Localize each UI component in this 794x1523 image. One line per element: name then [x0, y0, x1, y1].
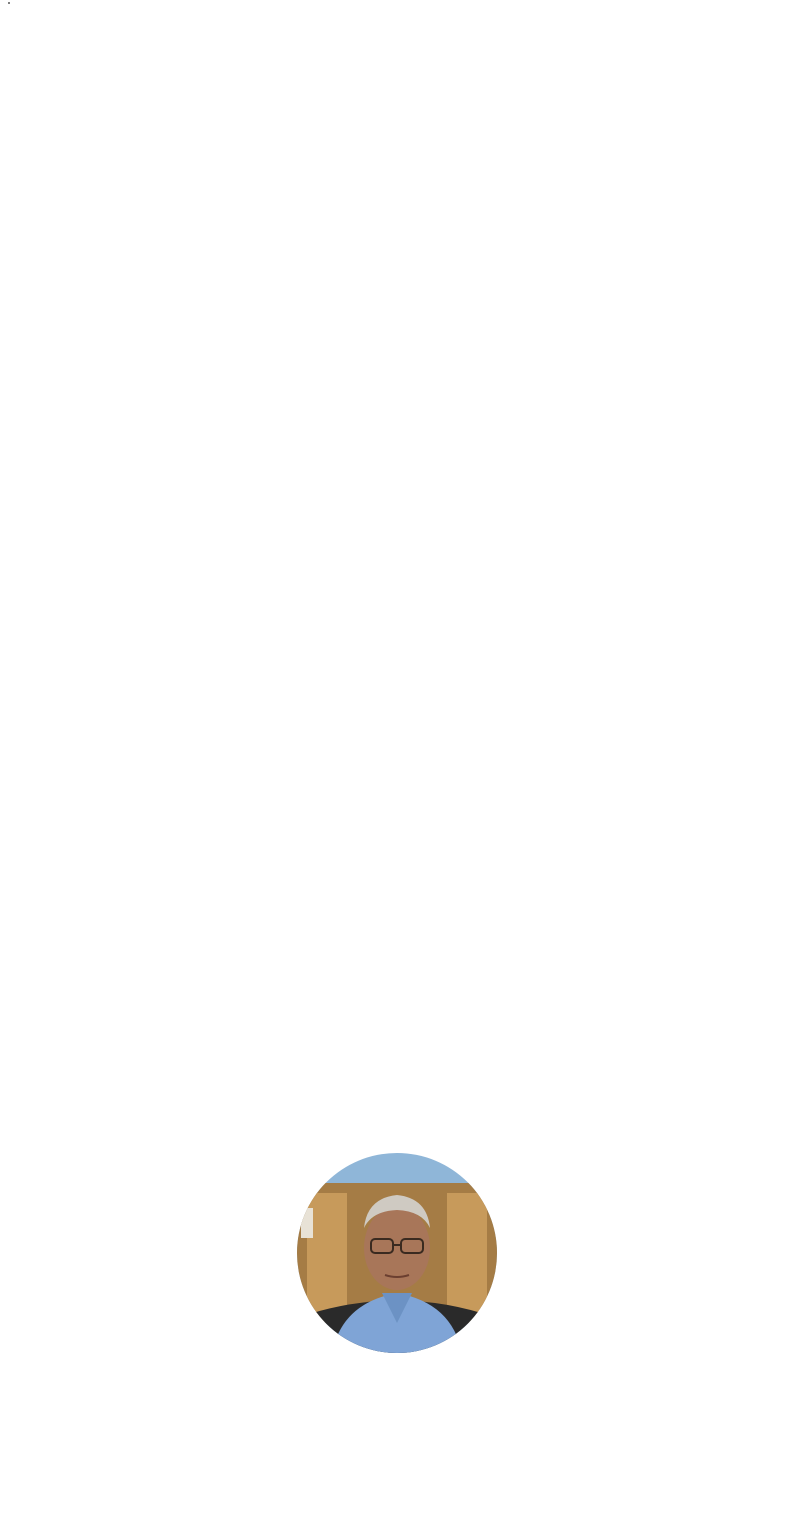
- author-avatar: [297, 1153, 497, 1353]
- professor-table: [8, 2, 10, 4]
- document-content: [8, 0, 786, 1122]
- author-photo: [297, 1153, 497, 1353]
